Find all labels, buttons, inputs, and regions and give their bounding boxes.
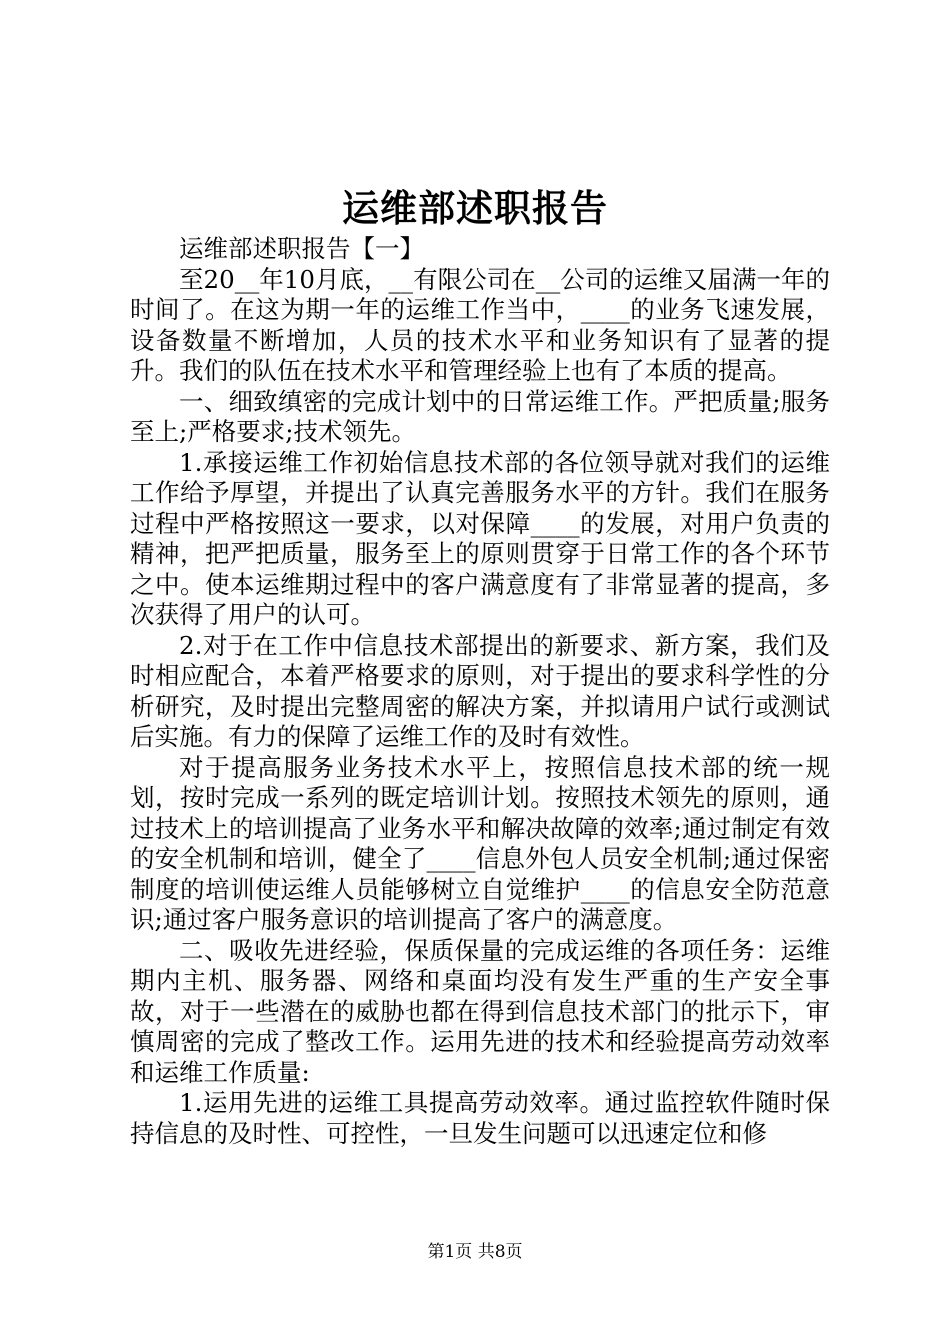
paragraph: 对于提高服务业务技术水平上，按照信息技术部的统一规划，按时完成一系列的既定培训计划。按照技术领先的原则，通过技术上的培训提高了业务水平和解决故障的效率;通过制定有效的安全机制和培训，健全了____信息外包人员安全机制;通过保密制度的培训使运维人员能够树立自觉维护____的信息安全防范意识;通过客户服务意识的培训提高了客户的满意度。 (130, 752, 830, 934)
document-body (130, 234, 830, 1149)
section-heading: 运维部述职报告【一】 (179, 234, 424, 263)
document-title: 运维部述职报告 (342, 186, 608, 230)
paragraph: 一、细致缜密的完成计划中的日常运维工作。严把质量;服务至上;严格要求;技术领先。 (130, 386, 830, 446)
paragraph: 至20__年10月底，__有限公司在__公司的运维又届满一年的时间了。在这为期一年的运维工作当中，____的业务飞速发展，设备数量不断增加，人员的技术水平和业务知识有了显著的提升。我们的队伍在技术水平和管理经验上也有了本质的提高。 (130, 264, 830, 385)
paragraph: 1.运用先进的运维工具提高劳动效率。通过监控软件随时保持信息的及时性、可控性，一旦发生问题可以迅速定位和修 (130, 1088, 830, 1148)
paragraph: 二、吸收先进经验，保质保量的完成运维的各项任务：运维期内主机、服务器、网络和桌面均没有发生严重的生产安全事故，对于一些潜在的威胁也都在得到信息技术部门的批示下，审慎周密的完成了整改工作。运用先进的技术和经验提高劳动效率和运维工作质量: (130, 935, 830, 1087)
paragraph: 2.对于在工作中信息技术部提出的新要求、新方案，我们及时相应配合，本着严格要求的原则，对于提出的要求科学性的分析研究，及时提出完整周密的解决方案，并拟请用户试行或测试后实施。有力的保障了运维工作的及时有效性。 (130, 630, 830, 751)
paragraph: 1.承接运维工作初始信息技术部的各位领导就对我们的运维工作给予厚望，并提出了认真完善服务水平的方针。我们在服务过程中严格按照这一要求，以对保障____的发展，对用户负责的精神，把严把质量，服务至上的原则贯穿于日常工作的各个环节之中。使本运维期过程中的客户满意度有了非常显著的提高，多次获得了用户的认可。 (130, 447, 830, 629)
page-number-footer: 第1页 共8页 (427, 1242, 523, 1262)
